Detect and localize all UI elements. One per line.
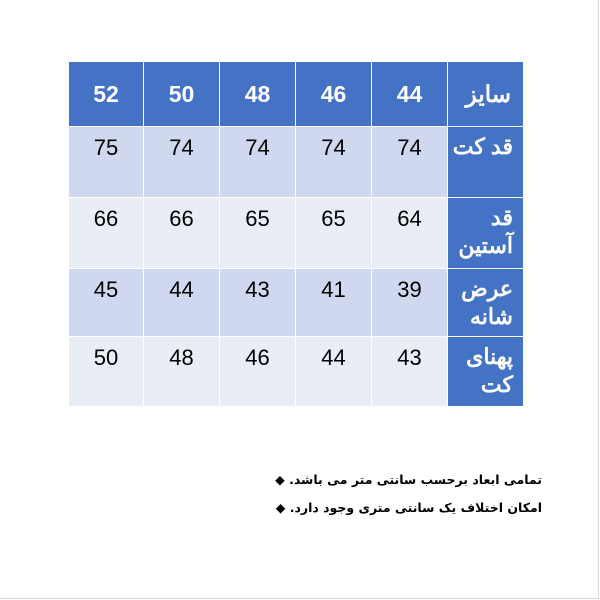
note-item [150,472,542,488]
table-cell: 44 [144,269,220,337]
row-label: قد کت [448,127,524,198]
table-cell: 65 [296,198,372,269]
row-label: قد آستین [448,198,524,269]
table-row [69,337,524,407]
table-cell: 74 [144,127,220,198]
note-item [150,500,542,516]
row-label: عرض شانه [448,269,524,337]
size-header-48: 48 [220,62,296,127]
table-cell: 43 [220,269,296,337]
diamond-bullet-icon: ◆ [275,472,285,487]
table-cell: 45 [69,269,144,337]
size-chart-table [68,61,524,407]
size-header-50: 50 [144,62,220,127]
table-cell: 74 [220,127,296,198]
table-cell: 74 [372,127,448,198]
note-text: تمامی ابعاد برحسب سانتی متر می باشد. [289,472,542,487]
table-cell: 46 [220,337,296,407]
table-cell: 44 [296,337,372,407]
size-header-label: سایز [448,62,524,127]
table-cell: 66 [69,198,144,269]
size-header-46: 46 [296,62,372,127]
table-cell: 65 [220,198,296,269]
size-header-52: 52 [69,62,144,127]
table-cell: 41 [296,269,372,337]
table-cell: 64 [372,198,448,269]
table-row [69,127,524,198]
table-cell: 43 [372,337,448,407]
table-cell: 66 [144,198,220,269]
header-row [69,62,524,127]
table-cell: 74 [296,127,372,198]
row-label: پهنای کت [448,337,524,407]
table-cell: 50 [69,337,144,407]
table-cell: 75 [69,127,144,198]
diamond-bullet-icon: ◆ [275,500,286,515]
notes-list [150,472,542,528]
size-header-44: 44 [372,62,448,127]
note-text: امکان اختلاف یک سانتی متری وجود دارد. [289,500,542,515]
table-row [69,198,524,269]
table-cell: 48 [144,337,220,407]
table-row [69,269,524,337]
table-cell: 39 [372,269,448,337]
